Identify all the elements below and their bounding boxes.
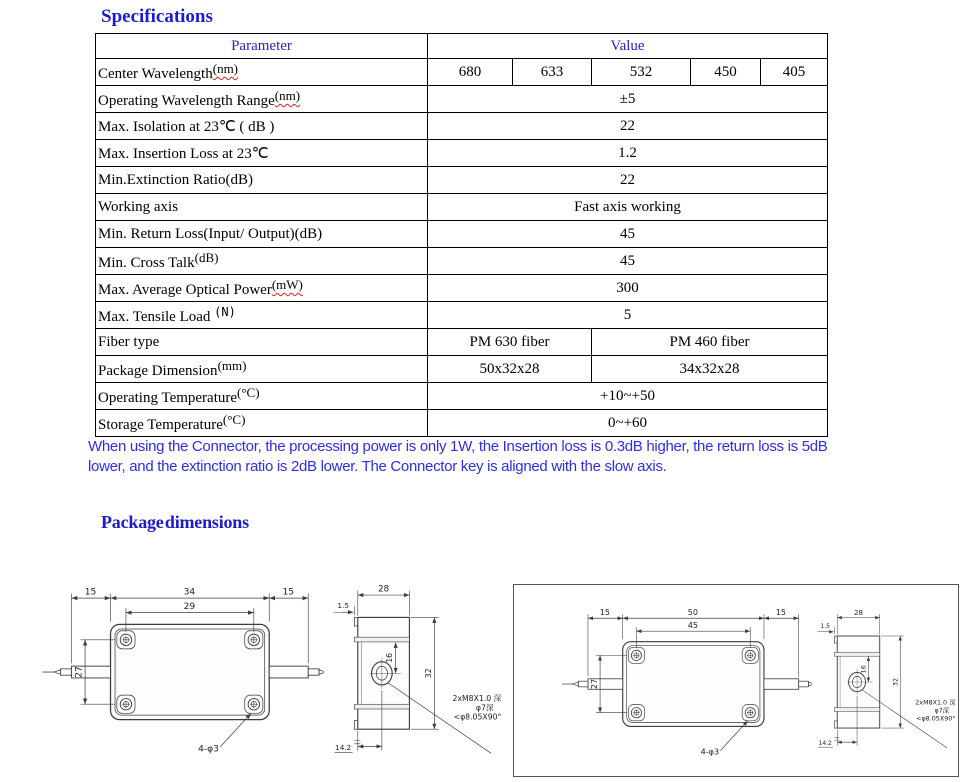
top-view-34mm-drawing (24, 570, 324, 765)
table-row (96, 221, 828, 248)
value-wavelength-633: 633 (513, 59, 592, 86)
table-row (96, 383, 828, 410)
dim-hole-x-label: 14.2 (335, 742, 352, 752)
param-fiber-type: Fiber type (96, 329, 428, 356)
specifications-table (95, 33, 828, 437)
value-wavelength-405: 405 (761, 59, 828, 86)
param-center-wavelength: Center Wavelength(nm) (96, 59, 428, 86)
table-row (96, 410, 828, 437)
table-row (96, 140, 828, 167)
thread-note-line3: <φ8.05X90° (453, 712, 502, 722)
dim-width-label: 28 (378, 584, 390, 595)
dim-height-label: 32 (423, 668, 433, 679)
table-row (96, 302, 828, 329)
param-isolation: Max. Isolation at 23℃ ( dB ) (96, 113, 428, 140)
param-cross-talk: Min. Cross Talk(dB) (96, 248, 428, 275)
param-optical-power: Max. Average Optical Power(mW) (96, 275, 428, 302)
dim-height-label: 27 (589, 678, 599, 690)
table-row (96, 248, 828, 275)
col-header-parameter: Parameter (96, 34, 428, 59)
thread-note-line2: φ7深 (475, 703, 494, 713)
value-dimension-pm460: 34x32x28 (592, 356, 828, 383)
value-operating-range: ±5 (428, 86, 828, 113)
table-row (96, 275, 828, 302)
value-insertion-loss: 1.2 (428, 140, 828, 167)
value-fiber-pm460: PM 460 fiber (592, 329, 828, 356)
table-row (96, 59, 828, 86)
value-wavelength-450: 450 (691, 59, 761, 86)
drawing-group-34mm-package (24, 570, 504, 768)
table-row (96, 167, 828, 194)
dim-fiber-left-label: 15 (84, 587, 97, 598)
dim-lid-width-label: 29 (183, 602, 196, 612)
value-working-axis: Fast axis working (428, 194, 828, 221)
col-header-value: Value (428, 34, 828, 59)
top-view-50mm-drawing (546, 587, 812, 773)
param-working-axis: Working axis (96, 194, 428, 221)
package-body (42, 624, 324, 719)
dim-fiber-right-label: 15 (282, 587, 295, 598)
table-header-row (96, 34, 828, 59)
dim-height-label: 32 (891, 677, 900, 687)
drawing-group-50mm-package (513, 584, 959, 777)
value-isolation: 22 (428, 113, 828, 140)
thread-note-line3: <φ8.05X90° (916, 714, 956, 723)
value-dimension-pm630: 50x32x28 (428, 356, 592, 383)
param-package-dimension: Package Dimension(mm) (96, 356, 428, 383)
dim-hole-offset-label: 16 (859, 665, 868, 674)
param-storage-temp: Storage Temperature(°C) (96, 410, 428, 437)
value-operating-temp: +10~+50 (428, 383, 828, 410)
value-optical-power: 300 (428, 275, 828, 302)
dim-fiber-left-label: 15 (599, 608, 611, 618)
mount-holes-label: 4-φ3 (700, 747, 720, 757)
thread-note (453, 694, 502, 722)
thread-note-line2: φ7深 (934, 706, 950, 715)
mount-holes-label: 4-φ3 (198, 744, 219, 755)
dim-width-label: 28 (854, 607, 864, 617)
dim-hole-offset-label: 16 (385, 652, 395, 663)
thread-note-line1: 2xM8X1.0 深 (915, 698, 956, 707)
param-operating-temp: Operating Temperature(°C) (96, 383, 428, 410)
param-operating-range: Operating Wavelength Range(nm) (96, 86, 428, 113)
table-row (96, 329, 828, 356)
value-return-loss: 45 (428, 221, 828, 248)
table-row (96, 86, 828, 113)
dim-total-width-label: 34 (183, 587, 196, 598)
table-row (96, 194, 828, 221)
dim-total-width-label: 50 (687, 608, 699, 618)
end-view-34mm-drawing (332, 570, 504, 768)
thread-note-line1: 2xM8X1.0 深 (452, 693, 502, 703)
value-fiber-pm630: PM 630 fiber (428, 329, 592, 356)
dim-lip-label: 1.5 (820, 623, 831, 631)
package-dimensions-heading: Package dimensions (101, 512, 249, 532)
table-row (96, 356, 828, 383)
value-extinction-ratio: 22 (428, 167, 828, 194)
package-body (562, 642, 812, 727)
table-row (96, 113, 828, 140)
value-cross-talk: 45 (428, 248, 828, 275)
param-return-loss: Min. Return Loss(Input/ Output)(dB) (96, 221, 428, 248)
param-insertion-loss: Max. Insertion Loss at 23℃ (96, 140, 428, 167)
dim-height-label: 27 (74, 666, 85, 678)
param-extinction-ratio: Min.Extinction Ratio(dB) (96, 167, 428, 194)
specifications-heading: Specifications (101, 6, 213, 27)
dim-hole-x-label: 14.2 (818, 740, 833, 748)
dim-fiber-right-label: 15 (775, 608, 787, 618)
end-view-50mm-drawing (816, 591, 958, 766)
connector-note: When using the Connector, the processing power is only 1W, the Insertion loss is 0.3dB higher, the return loss is 5dB lower, and the extinction ratio is 2dB lower. The Connector key is aligned with the slow axis. (88, 438, 828, 475)
dim-lid-width-label: 45 (687, 620, 699, 630)
value-tensile-load: 5 (428, 302, 828, 329)
param-tensile-load: Max. Tensile Load $^{(N)}$ (96, 302, 428, 329)
thread-note (916, 699, 957, 723)
value-wavelength-680: 680 (428, 59, 513, 86)
value-storage-temp: 0~+60 (428, 410, 828, 437)
value-wavelength-532: 532 (592, 59, 691, 86)
dim-lip-label: 1.5 (337, 600, 349, 610)
